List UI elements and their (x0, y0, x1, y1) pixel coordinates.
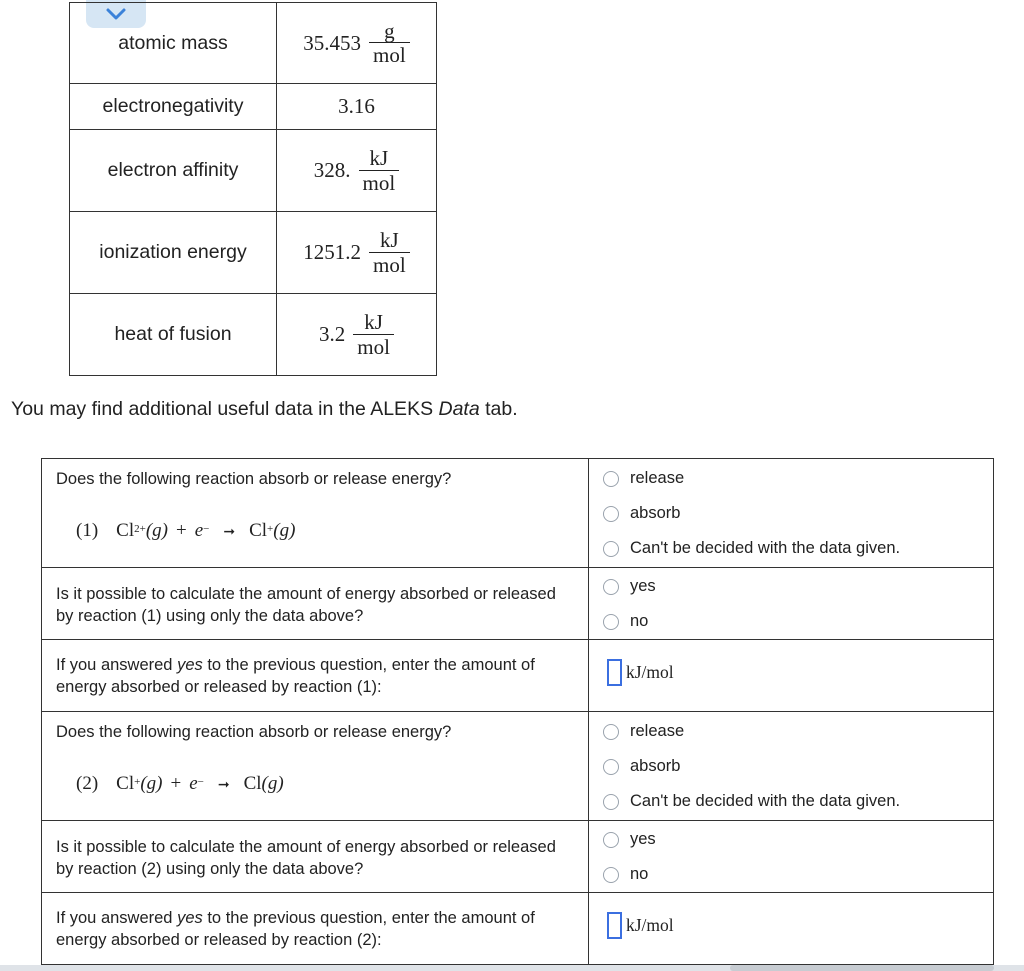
property-row (70, 84, 437, 130)
radio-button[interactable] (603, 832, 619, 848)
option-label: absorb (630, 757, 681, 775)
text-part: to the previous question, enter the amount of energy absorbed or released by reaction (2): (56, 909, 535, 949)
option-absorb[interactable] (603, 496, 993, 531)
product-state: (g) (261, 773, 284, 794)
radio-button[interactable] (603, 471, 619, 487)
unit-numerator: kJ (380, 228, 399, 253)
electron-charge: − (203, 523, 210, 535)
property-value: 3.2 (319, 322, 346, 346)
question-cell (42, 568, 589, 640)
question-row (42, 893, 994, 965)
radio-button[interactable] (603, 579, 619, 595)
answer-cell (589, 459, 994, 568)
unit-numerator: kJ (369, 146, 389, 171)
text-part: If you answered (56, 656, 178, 674)
text-part: If you answered (56, 909, 178, 927)
energy-input[interactable] (607, 659, 622, 686)
property-name: atomic mass (70, 3, 277, 84)
product-state: (g) (273, 520, 296, 541)
horizontal-scrollbar[interactable] (0, 965, 1024, 971)
property-row (70, 130, 437, 212)
product-symbol: Cl (243, 773, 262, 794)
reactant-state: (g) (140, 773, 163, 794)
unit-fraction (369, 229, 410, 275)
answer-cell (589, 893, 994, 965)
data-tab-link[interactable]: Data (438, 398, 480, 420)
reaction-arrow-icon: ➞ (217, 778, 230, 793)
question-row (42, 568, 994, 640)
property-value: 328. (313, 158, 351, 182)
unit-denominator: mol (369, 42, 410, 66)
reaction-arrow-icon: ➞ (223, 525, 236, 540)
unit-label: kJ/mol (626, 662, 674, 682)
unit-fraction (359, 147, 400, 193)
answer-cell (589, 712, 994, 821)
property-value-cell (277, 130, 437, 212)
unit-numerator: kJ (364, 310, 383, 335)
option-label: release (630, 469, 685, 487)
option-label: release (630, 722, 685, 740)
reaction-equation (42, 743, 588, 795)
question-text (42, 893, 588, 951)
property-name: ionization energy (70, 212, 277, 294)
unit-denominator: mol (369, 252, 410, 276)
question-cell (42, 821, 589, 893)
unit-denominator: mol (359, 170, 400, 194)
text-yes: yes (177, 656, 203, 674)
option-yes[interactable] (603, 822, 993, 857)
question-row (42, 640, 994, 712)
plus-sign: + (170, 773, 182, 794)
property-row (70, 294, 437, 376)
option-label: yes (630, 830, 656, 848)
option-yes[interactable] (603, 569, 993, 604)
property-name: electronegativity (70, 84, 277, 130)
product-symbol: Cl (249, 520, 268, 541)
question-text: Is it possible to calculate the amount of energy absorbed or released by reaction (2) using only the data above? (56, 838, 556, 878)
property-row (70, 3, 437, 84)
unit-label: kJ/mol (626, 915, 674, 935)
question-text (42, 640, 588, 698)
property-value-cell (277, 294, 437, 376)
possible-options (589, 821, 993, 892)
property-value: 1251.2 (303, 240, 362, 264)
electron-symbol: e (189, 773, 198, 794)
electron-charge: − (197, 776, 204, 788)
reaction-label: (2) (76, 773, 99, 794)
option-label: no (630, 865, 649, 883)
question-text: Does the following reaction absorb or release energy? (56, 723, 452, 741)
property-name: heat of fusion (70, 294, 277, 376)
energy-answer (589, 640, 993, 686)
reactant-charge: + (134, 776, 141, 788)
unit-fraction (369, 20, 410, 66)
property-value-cell (277, 3, 437, 84)
question-text: Is it possible to calculate the amount of energy absorbed or released by reaction (1) using only the data above? (56, 585, 556, 625)
energy-answer (589, 893, 993, 939)
radio-button[interactable] (603, 541, 619, 557)
answer-cell (589, 640, 994, 712)
question-cell (42, 640, 589, 712)
radio-button[interactable] (603, 724, 619, 740)
option-release[interactable] (603, 461, 993, 496)
plus-sign: + (175, 520, 187, 541)
unit-numerator: g (384, 18, 395, 43)
reaction-label: (1) (76, 520, 99, 541)
reaction-equation (42, 490, 588, 542)
question-cell (42, 712, 589, 821)
option-label: Can't be decided with the data given. (630, 792, 901, 810)
text-yes: yes (177, 909, 203, 927)
reactant-state: (g) (145, 520, 168, 541)
possible-options (589, 568, 993, 639)
option-absorb[interactable] (603, 749, 993, 784)
property-value-cell (277, 84, 437, 130)
question-cell (42, 893, 589, 965)
radio-button[interactable] (603, 867, 619, 883)
data-tab-note (11, 398, 518, 421)
unit-denominator: mol (353, 334, 394, 358)
property-value-cell (277, 212, 437, 294)
radio-button[interactable] (603, 794, 619, 810)
option-release[interactable] (603, 714, 993, 749)
note-text: You may find additional useful data in the ALEKS (11, 398, 439, 420)
question-table (41, 458, 994, 965)
scrollbar-thumb[interactable] (730, 965, 994, 971)
radio-button[interactable] (603, 614, 619, 630)
note-text-end: tab. (479, 398, 518, 420)
element-properties-table (69, 2, 437, 376)
reactant-charge: 2+ (134, 523, 146, 535)
option-label: absorb (630, 504, 681, 522)
unit-fraction (353, 311, 394, 357)
option-label: yes (630, 577, 656, 595)
option-label: Can't be decided with the data given. (630, 539, 901, 557)
text-part: to the previous question, enter the amount of energy absorbed or released by reaction (1): (56, 656, 535, 696)
question-cell (42, 459, 589, 568)
energy-direction-options (589, 712, 993, 819)
radio-button[interactable] (603, 759, 619, 775)
property-row (70, 212, 437, 294)
question-row (42, 459, 994, 568)
answer-cell (589, 568, 994, 640)
energy-input[interactable] (607, 912, 622, 939)
product-charge: + (267, 523, 274, 535)
option-no[interactable] (603, 604, 993, 639)
reactant-symbol: Cl (116, 773, 135, 794)
property-value: 3.16 (338, 94, 375, 118)
option-cant-decide[interactable] (603, 531, 993, 566)
reactant-symbol: Cl (116, 520, 135, 541)
answer-cell (589, 821, 994, 893)
question-text: Does the following reaction absorb or release energy? (56, 470, 452, 488)
radio-button[interactable] (603, 506, 619, 522)
option-cant-decide[interactable] (603, 784, 993, 819)
option-label: no (630, 612, 649, 630)
property-name: electron affinity (70, 130, 277, 212)
property-value: 35.453 (303, 30, 362, 55)
question-row (42, 712, 994, 821)
question-row (42, 821, 994, 893)
electron-symbol: e (194, 520, 204, 541)
option-no[interactable] (603, 857, 993, 892)
energy-direction-options (589, 459, 993, 566)
